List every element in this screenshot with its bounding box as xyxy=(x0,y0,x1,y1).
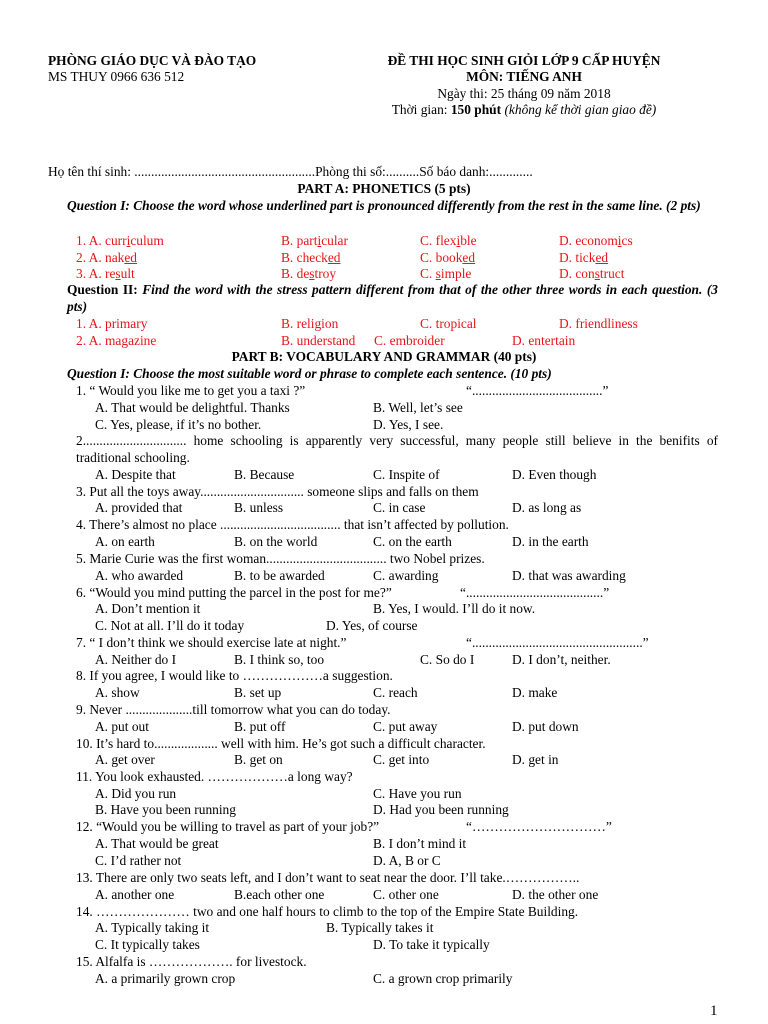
item-option: C. put away xyxy=(373,719,438,734)
student-info-line: Họ tên thí sinh: ......................................................Phòng thi số:..........Số báo danh:............. xyxy=(48,164,533,179)
item-stem: 7. “ I don’t think we should exercise late at night.” xyxy=(76,635,347,650)
item-option: B. Have you been running xyxy=(95,802,236,817)
phonetic-option xyxy=(420,233,477,249)
phonetic-option xyxy=(76,266,135,282)
part-b-question-1 xyxy=(67,366,552,382)
item-stem: 4. There’s almost no place .................................... that isn’t affected by pollution. xyxy=(76,517,509,532)
item-option: D. A, B or C xyxy=(373,853,441,868)
stress-option: 2. A. magazine xyxy=(76,333,157,348)
item-option: B. Because xyxy=(234,467,295,482)
question-label: Question II: xyxy=(67,282,138,297)
item-stem: 14. ………………… two and one half hours to climb to the top of the Empire State Building. xyxy=(76,904,579,919)
item-option: A. get over xyxy=(95,752,155,767)
item-stem: 15. Alfalfa is ………………. for livestock. xyxy=(76,954,307,969)
item-option: D. Yes, of course xyxy=(326,618,418,633)
item-option: A. another one xyxy=(95,887,175,902)
item-option: C. get into xyxy=(373,752,430,767)
underlined-part: s xyxy=(115,266,121,281)
item-option: D. put down xyxy=(512,719,579,734)
item-option: A. who awarded xyxy=(95,568,184,583)
item-option: B. get on xyxy=(234,752,283,767)
item-option: A. That would be great xyxy=(95,836,219,851)
option-text: truct xyxy=(599,266,625,281)
item-option: D. get in xyxy=(512,752,559,767)
item-stem: 13. There are only two seats left, and I don’t want to seat near the door. I’ll take.…………….. xyxy=(76,870,580,885)
underlined-part: i xyxy=(617,233,622,248)
item-stem: 9. Never ....................till tomorrow what you can do today. xyxy=(76,702,391,717)
phonetic-option xyxy=(76,250,137,266)
item-option: D. that was awarding xyxy=(512,568,626,583)
question-instruction: Choose the most suitable word or phrase to complete each sentence. (10 pts) xyxy=(133,366,552,381)
item-option: A. on earth xyxy=(95,534,155,549)
item-option: D. To take it typically xyxy=(373,937,490,952)
underlined-part: s xyxy=(435,266,441,281)
phonetic-option xyxy=(281,233,348,249)
item-stem: 5. Marie Curie was the first woman.................................... two Nobel prizes. xyxy=(76,551,485,566)
item-option: B. Yes, I would. I’ll do it now. xyxy=(373,601,536,616)
option-text: D. econom xyxy=(559,233,618,248)
org-name: PHÒNG GIÁO DỤC VÀ ĐÀO TẠO xyxy=(48,53,257,68)
duration-value: 150 phút xyxy=(450,102,502,117)
underlined-part: i xyxy=(317,233,322,248)
item-option: C. So do I xyxy=(420,652,475,667)
item-option: B. Typically takes it xyxy=(326,920,434,935)
exam-date: Ngày thi: 25 tháng 09 năm 2018 xyxy=(437,86,611,101)
item-stem: 11. You look exhausted. ………………a long way? xyxy=(76,769,353,784)
stress-option: 1. A. primary xyxy=(76,316,148,331)
item-option: B. to be awarded xyxy=(234,568,325,583)
stress-option: C. embroider xyxy=(374,333,445,348)
option-text: D. con xyxy=(559,266,595,281)
part-a-question-2 xyxy=(67,282,718,315)
option-text: troy xyxy=(314,266,337,281)
stress-option: D. entertain xyxy=(512,333,576,348)
underlined-part: i xyxy=(456,233,461,248)
underlined-part: ed xyxy=(462,250,476,265)
item-stem: 12. “Would you be willing to travel as part of your job?” xyxy=(76,819,380,834)
duration-note: (không kể thời gian giao đề) xyxy=(504,102,657,117)
item-option: D. Even though xyxy=(512,467,597,482)
part-b-title: PART B: VOCABULARY AND GRAMMAR (40 pts) xyxy=(231,349,537,364)
option-text: 2. A. nak xyxy=(76,250,125,265)
item-option: C. I’d rather not xyxy=(95,853,182,868)
exam-duration xyxy=(340,102,708,118)
stress-option: D. friendliness xyxy=(559,316,638,331)
item-option: C. Inspite of xyxy=(373,467,440,482)
item-option: D. Had you been running xyxy=(373,802,509,817)
option-text: D. tick xyxy=(559,250,596,265)
item-option: C. reach xyxy=(373,685,418,700)
item-option: D. Yes, I see. xyxy=(373,417,444,432)
phonetic-option xyxy=(281,266,336,282)
item-option: B.each other one xyxy=(234,887,325,902)
item-stem: 3. Put all the toys away............................... someone slips and falls on them xyxy=(76,484,479,499)
item-option: B. put off xyxy=(234,719,286,734)
item-option: C. Have you run xyxy=(373,786,462,801)
item-option: A. show xyxy=(95,685,140,700)
item-reply: “…………………………” xyxy=(466,819,612,834)
part-a-question-1 xyxy=(67,198,718,215)
option-text: 3. A. re xyxy=(76,266,116,281)
item-option: C. a grown crop primarily xyxy=(373,971,513,986)
phonetic-option xyxy=(76,233,164,249)
item-stem: 10. It’s hard to................... well with him. He’s got such a difficult character. xyxy=(76,736,486,751)
underlined-part: s xyxy=(594,266,600,281)
option-text: culum xyxy=(130,233,164,248)
part-a-title: PART A: PHONETICS (5 pts) xyxy=(297,181,471,196)
item-option: A. Neither do I xyxy=(95,652,177,667)
item-option: C. other one xyxy=(373,887,439,902)
item-stem: 1. “ Would you like me to get you a taxi ?” xyxy=(76,383,306,398)
question-label: Question I: xyxy=(67,198,130,213)
item-option: A. Did you run xyxy=(95,786,177,801)
option-text: C. xyxy=(420,266,436,281)
stress-option: B. understand xyxy=(281,333,356,348)
item-stem: 6. “Would you mind putting the parcel in the post for me?” xyxy=(76,585,392,600)
item-option: A. provided that xyxy=(95,500,183,515)
item-option: A. That would be delightful. Thanks xyxy=(95,400,290,415)
phonetic-option xyxy=(420,266,471,282)
option-text: cs xyxy=(621,233,633,248)
item-option: B. on the world xyxy=(234,534,318,549)
option-text: ble xyxy=(460,233,477,248)
question-label: Question I: xyxy=(67,366,130,381)
item-option: C. in case xyxy=(373,500,426,515)
item-reply: “.......................................” xyxy=(466,383,609,398)
option-text: C. flex xyxy=(420,233,457,248)
option-text: B. de xyxy=(281,266,310,281)
item-option: A. Despite that xyxy=(95,467,176,482)
item-option: C. Not at all. I’ll do it today xyxy=(95,618,245,633)
phonetic-option xyxy=(420,250,475,266)
exam-subject: MÔN: TIẾNG ANH xyxy=(466,69,582,84)
item-reply: “...................................................” xyxy=(466,635,649,650)
item-stem: 2............................... home schooling is apparently very successful, many people still believe in the benifits of traditional schooling. xyxy=(76,433,718,465)
item-option: D. I don’t, neither. xyxy=(512,652,611,667)
question-instruction: Choose the word whose underlined part is pronounced differently from the rest in the same line. (2 pts) xyxy=(133,198,701,213)
item-option: B. I think so, too xyxy=(234,652,325,667)
question-instruction: Find the word with the stress pattern different from that of the other three words in each question. (3 pts) xyxy=(67,282,718,314)
option-text: C. book xyxy=(420,250,463,265)
option-text: 1. A. curr xyxy=(76,233,127,248)
option-text: imple xyxy=(440,266,472,281)
stress-option: B. religion xyxy=(281,316,339,331)
item-option: B. unless xyxy=(234,500,284,515)
item-option: D. in the earth xyxy=(512,534,589,549)
underlined-part: ed xyxy=(124,250,137,265)
duration-label: Thời gian: xyxy=(391,102,451,117)
item-option: A. Don’t mention it xyxy=(95,601,201,616)
item-option: B. I don’t mind it xyxy=(373,836,467,851)
item-option: C. It typically takes xyxy=(95,937,200,952)
underlined-part: ed xyxy=(327,250,341,265)
contact-line: MS THUY 0966 636 512 xyxy=(48,69,185,84)
underlined-part: ed xyxy=(595,250,609,265)
page-number: 1 xyxy=(710,1003,718,1019)
item-option: D. as long as xyxy=(512,500,582,515)
item-option: C. on the earth xyxy=(373,534,452,549)
exam-title: ĐỀ THI HỌC SINH GIỎI LỚP 9 CẤP HUYỆN xyxy=(387,53,661,68)
item-stem: 8. If you agree, I would like to ………………a suggestion. xyxy=(76,668,393,683)
item-option: C. awarding xyxy=(373,568,439,583)
phonetic-option xyxy=(281,250,341,266)
underlined-part: s xyxy=(309,266,315,281)
item-option: D. make xyxy=(512,685,558,700)
option-text: ult xyxy=(120,266,135,281)
stress-option: C. tropical xyxy=(420,316,477,331)
phonetic-option xyxy=(559,266,624,282)
item-reply: “.........................................” xyxy=(460,585,610,600)
option-text: B. check xyxy=(281,250,328,265)
item-option: A. put out xyxy=(95,719,149,734)
phonetic-option xyxy=(559,250,608,266)
underlined-part: i xyxy=(126,233,131,248)
option-text: B. part xyxy=(281,233,318,248)
item-option: A. Typically taking it xyxy=(95,920,210,935)
item-option: B. set up xyxy=(234,685,282,700)
item-option: B. Well, let’s see xyxy=(373,400,463,415)
item-option: C. Yes, please, if it’s no bother. xyxy=(95,417,262,432)
item-option: A. a primarily grown crop xyxy=(95,971,236,986)
option-text: cular xyxy=(321,233,348,248)
item-option: D. the other one xyxy=(512,887,599,902)
phonetic-option xyxy=(559,233,633,249)
